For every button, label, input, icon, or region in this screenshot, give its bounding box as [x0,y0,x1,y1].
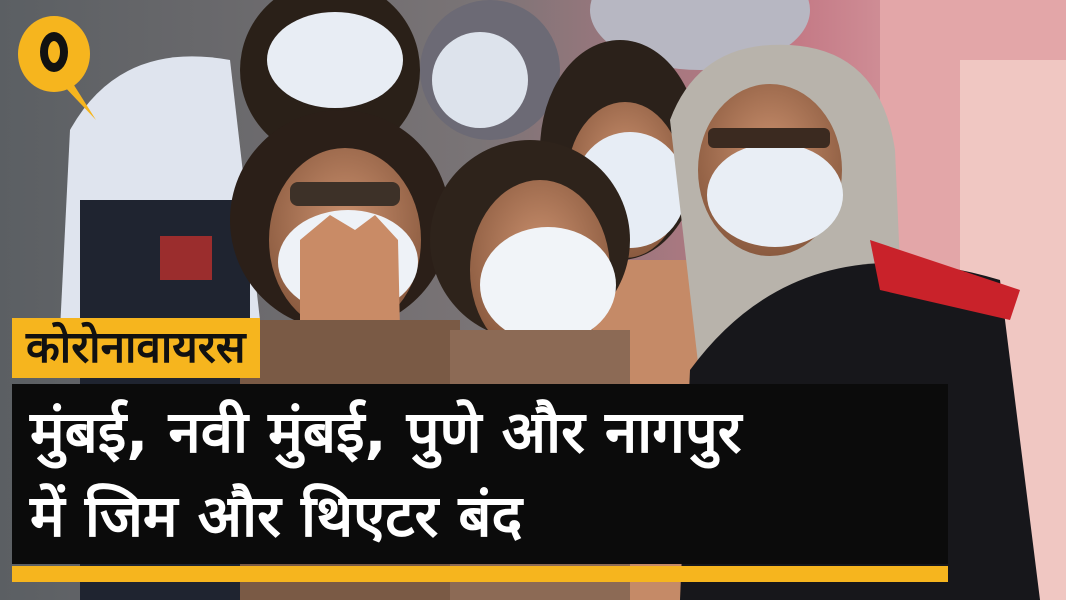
headline-line-1: मुंबई, नवी मुंबई, पुणे और नागपुर [30,398,742,466]
headline-line-2: में जिम और थिएटर बंद [30,482,523,550]
quint-logo [10,12,102,124]
category-label: कोरोनावायरस [26,322,246,373]
category-tag [12,318,260,378]
headline-box [12,384,948,564]
accent-bar [12,566,948,582]
